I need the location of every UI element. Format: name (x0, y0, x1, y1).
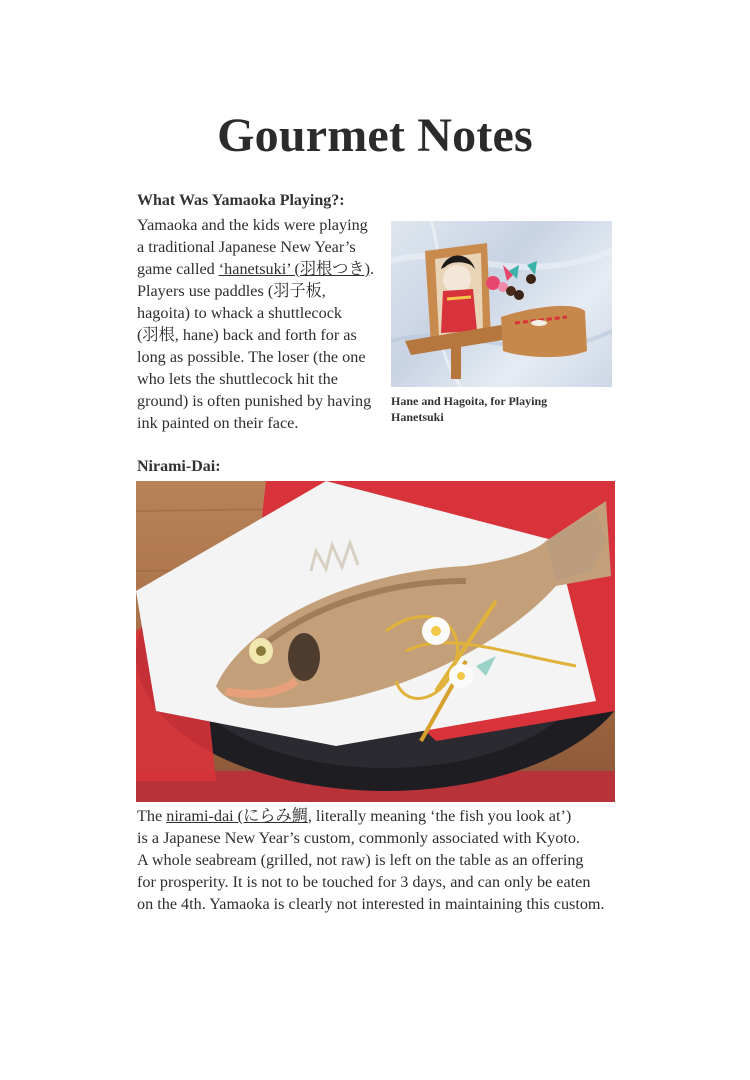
nirami-dai-photo (136, 481, 615, 802)
text-line: ground) is often punished by having (137, 392, 372, 410)
text-line: A whole seabream (grilled, not raw) is left on the table as an offering (137, 851, 584, 869)
hanetsuki-paragraph (137, 214, 397, 434)
text-line: is a Japanese New Year’s custom, commonly associated with Kyoto. (137, 829, 580, 847)
text-line: Players use paddles (羽子板, (137, 282, 326, 300)
text-line: long as possible. The loser (the one (137, 348, 366, 366)
section-heading-nirami-dai: Nirami-Dai: (137, 458, 221, 475)
text-line: on the 4th. Yamaoka is clearly not interested in maintaining this custom. (137, 895, 605, 913)
page-title: Gourmet Notes (217, 109, 533, 162)
text-line: who lets the shuttlecock hit the (137, 370, 338, 388)
text-line: The nirami-dai (にらみ鯛, literally meaning ‘the fish you look at’) (137, 807, 572, 825)
text-line: ink painted on their face. (137, 414, 299, 432)
section-heading-hanetsuki: What Was Yamaoka Playing?: (137, 192, 345, 209)
hagoita-photo (391, 221, 612, 387)
hagoita-paddle-icon (425, 243, 491, 379)
text-line: Yamaoka and the kids were playing (137, 216, 368, 234)
text-line: a traditional Japanese New Year’s (137, 238, 356, 256)
figure-caption: Hane and Hagoita, for Playing Hanetsuki (391, 394, 548, 424)
text-line: hagoita) to whack a shuttlecock (137, 304, 342, 322)
nirami-dai-paragraph (137, 805, 642, 915)
text-line: game called ‘hanetsuki’ (羽根つき). (137, 260, 375, 278)
hanetsuki-link[interactable]: ‘hanetsuki’ (羽根つき) (218, 260, 370, 278)
text-line: for prosperity. It is not to be touched for 3 days, and can only be eaten (137, 873, 591, 891)
nirami-dai-link[interactable]: nirami-dai (にらみ鯛 (166, 807, 308, 825)
text-line: (羽根, hane) back and forth for as (137, 326, 357, 344)
